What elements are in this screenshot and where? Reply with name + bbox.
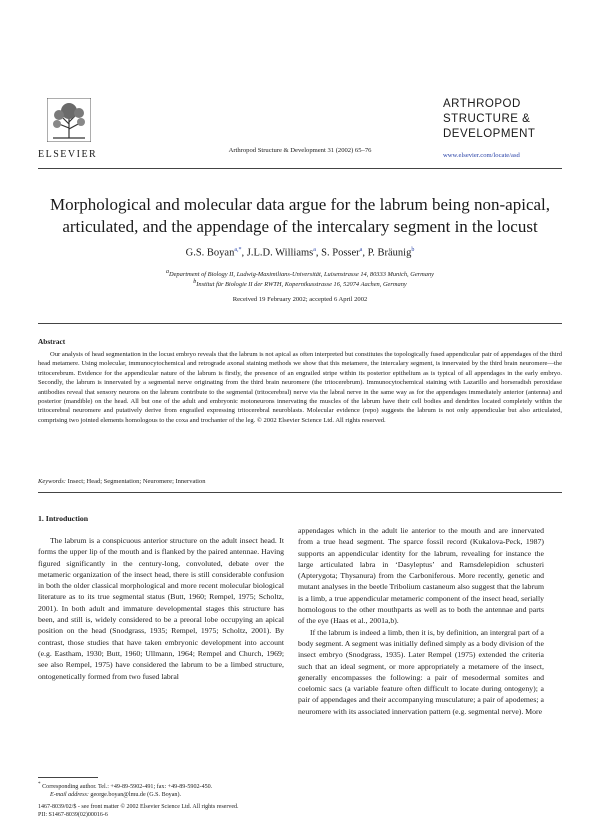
author-name: G.S. Boyan: [185, 247, 235, 259]
elsevier-tree-icon: [47, 98, 91, 142]
footnote-email-line: [38, 791, 284, 799]
article-title: [30, 194, 570, 238]
abstract-bottom-divider: [38, 492, 562, 493]
affiliation-label: b: [193, 279, 197, 285]
received-dates: Received 19 February 2002; accepted 6 April 2002: [232, 296, 368, 303]
abstract-text: Our analysis of head segmentation in the locust embryo reveals that the labrum is not apical as often interpreted but constitutes the topologically fused appendicular pair of appendages of the third head metamere. Using molecular, immunocytochemical and retrograde axonal staining methods we show that this metamere, the intercalary segment, is innervated by the third brain neuromere—the tritocerebrum. Evidence for the appendicular nature of the labrum is firstly, the presence of an engrailed stripe within its posterior epithelium as is typical of all appendages in the early embryo. Secondly, the labrum is innervated by a segmental nerve originating from the third brain neuromere (the tritocerebrum). Immunocytochemical staining with Lazarillo and horseradish peroxidase antibodies reveal that sensory neurons on the labrum contribute to the segmental (tritocerebral) nerve via the labral nerve in the same way as for the appendages immediately anterior (antenna) and posterior (mandible) on the head. All but one of the adult and embryonic motoneurons innervating the muscles of the labrum have their cell bodies and dendrites located completely within the tritocerebral neuromere and putatively derive from engrailed expressing tritocerebral neuroblasts. Molecular evidence (repo) suggests the labrum is not only appendicular but also articulated, comprising two jointed elements homologous to the coxa and trochanter of the leg. © 2002 Elsevier Science Ltd. All rights reserved.: [38, 351, 562, 424]
copyright-line: 1467-8039/02/$ - see front matter © 2002 Elsevier Science Ltd. All rights reserved.: [38, 804, 239, 810]
journal-brand: [443, 97, 535, 142]
brand-line: ARTHROPOD: [443, 98, 521, 110]
abstract-heading: Abstract: [38, 337, 66, 346]
abstract-top-divider: [38, 323, 562, 324]
journal-citation: Arthropod Structure & Development 31 (2002) 65–76: [228, 147, 372, 154]
keywords-text: Insect; Head; Segmentation; Neuromere; Innervation: [67, 478, 206, 485]
email-label: E-mail address:: [50, 792, 89, 799]
author-separator: ,: [241, 247, 247, 259]
body-column-left: [38, 535, 284, 682]
body-paragraph: appendages which in the adult lie anterior to the mouth and are innervated from a true head segment. The sparce fossil record (Kukalova-Peck, 1987) supports an appendicular identity for the labrum, revealing for instance the large articulated labra in ‘Dasyleptus’ and Ramsdelepidion schusteri (Apterygota; Thysanura) from the Carboniferous. More recently, genetic and mutant analyses in the beetle Tribolium castaneum also suggest that the labrum is a limb, a true appendicular metameric component of the insect head, serially homologous to the other mouthparts as well as to both the antennae and parts of the eye (Haas et al., 2001a,b).: [298, 526, 544, 626]
author-name: P. Bräunig: [367, 247, 412, 259]
section-heading: 1. Introduction: [38, 514, 89, 523]
affiliation-text: Department of Biology II, Ludwig-Maximilians-Universität, Luisenstrasse 14, 80333 Munich, Germany: [168, 271, 434, 279]
affiliation: [0, 269, 600, 278]
author-name: J.L.D. Williams: [246, 247, 314, 259]
affiliation-text: Institut für Biologie II der RWTH, Kopernikusstrasse 16, 52074 Aachen, Germany: [196, 281, 407, 289]
brand-line: DEVELOPMENT: [443, 128, 536, 140]
footnote-text: Corresponding author. Tel.: +49-89-5902-491; fax: +49-89-5902-450.: [42, 784, 213, 791]
affiliation-label: a: [165, 269, 169, 275]
footnote-divider: [38, 777, 98, 778]
affiliation: [0, 279, 600, 288]
title-line: Morphological and molecular data argue for the labrum being non-apical,: [49, 195, 551, 214]
author-separator: ,: [315, 247, 322, 259]
publisher-name: ELSEVIER: [38, 149, 98, 160]
journal-url-link[interactable]: www.elsevier.com/locate/asd: [443, 152, 520, 159]
author-separator: ,: [362, 247, 368, 259]
author-list: [0, 247, 600, 259]
title-line: articulated, and the appendage of the intercalary segment in the locust: [62, 217, 538, 236]
keywords-label: Keywords:: [38, 478, 66, 485]
body-column-right: [298, 525, 544, 717]
footnote-line: [38, 780, 284, 791]
affiliation-marker[interactable]: a: [359, 247, 363, 253]
keywords: [38, 478, 205, 485]
page-footer: [38, 803, 239, 819]
body-paragraph: If the labrum is indeed a limb, then it is, by definition, an intergral part of a body segment. A segment was initially defined simply as a body division of the insect embryo (Snodgrass, 1935). Later Rempel (1975) extended the criteria such that an ideal segment, or more appropriately a metamere of the insect, generally encompasses the following: a pair of mesodermal somites and coelomic sacs (a variable feature often difficult to locate during ontogeny); a pair of appendages and their accompanying musculature; a pair of apodemes; a neuromere with its associated innervation pattern (e.g. segmental nerve). More: [298, 627, 544, 716]
author-name: S. Posser: [321, 247, 360, 259]
body-paragraph: The labrum is a conspicuous anterior structure on the adult insect head. It forms the upper lip of the mouth and is flanked by the paired antennae. Having figured significantly in the century-long, convoluted, debate over the metameric organization of the insect head, there is still considerable confusion in both the older classical morphological and more recent molecular biological literature as to its true segmental status (Butt, 1960; Rempel, 1975; Scholtz, 2001). In both adult and immature developmental stages this structure has been, and still is, widely considered to be a preoral lobe occupying an apical position on the head (Snodgrass, 1935; Rempel, 1975; Scholtz, 2001). By contrast, those studies that have taken embryonic development into account (e.g. Eastham, 1930; Butt, 1960; Ullmann, 1964; Rempel and Church, 1969; see also Rempel, 1975) have considered the labrum to be a limbed structure, ontogenetically formed from two fused labral: [38, 536, 284, 681]
header-divider: [38, 168, 562, 169]
affiliation-marker[interactable]: a: [313, 247, 316, 253]
footnote: [38, 780, 284, 799]
brand-line: STRUCTURE &: [443, 113, 531, 125]
affiliation-marker[interactable]: b: [411, 247, 415, 253]
footnote-marker: *: [38, 781, 41, 787]
affiliation-marker[interactable]: a,*: [234, 247, 242, 253]
email-address[interactable]: george.boyan@lmu.de (G.S. Boyan).: [90, 792, 182, 799]
pii-line: PII: S1467-8039(02)00016-6: [38, 812, 108, 819]
